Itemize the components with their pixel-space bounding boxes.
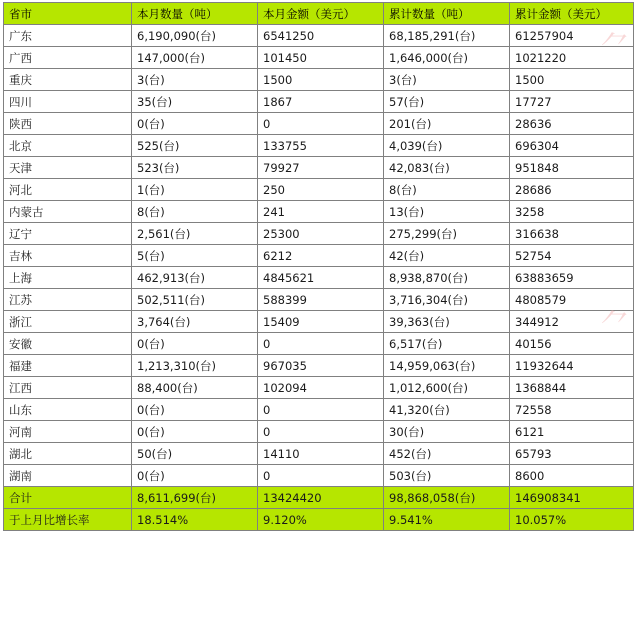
cell-month-amount: 101450: [258, 47, 384, 69]
cell-total-amount: 40156: [510, 333, 634, 355]
cell-month-quantity: 3,764(台): [132, 311, 258, 333]
cell-total-amount: 72558: [510, 399, 634, 421]
cell-month-amount: 6212: [258, 245, 384, 267]
table-row: [4, 91, 634, 113]
cell-total-quantity: 68,185,291(台): [384, 25, 510, 47]
cell-total-amount: 1500: [510, 69, 634, 91]
cell-total-quantity: 3,716,304(台): [384, 289, 510, 311]
cell-month-quantity: 6,190,090(台): [132, 25, 258, 47]
cell-summary-total-quantity: 98,868,058(台): [384, 487, 510, 509]
column-header-month-amount: 本月金额（美元）: [258, 3, 384, 25]
column-header-total-amount: 累计金额（美元）: [510, 3, 634, 25]
cell-summary-month-amount: 13424420: [258, 487, 384, 509]
header-row: [4, 3, 634, 25]
cell-province: 广西: [4, 47, 132, 69]
cell-total-amount: 951848: [510, 157, 634, 179]
cell-total-quantity: 14,959,063(台): [384, 355, 510, 377]
cell-total-quantity: 30(台): [384, 421, 510, 443]
growth-rate-row: [4, 509, 634, 531]
table-row: [4, 201, 634, 223]
cell-total-quantity: 8(台): [384, 179, 510, 201]
table-row: [4, 465, 634, 487]
cell-total-amount: 61257904: [510, 25, 634, 47]
cell-total-quantity: 201(台): [384, 113, 510, 135]
cell-month-quantity: 0(台): [132, 465, 258, 487]
cell-total-amount: 1368844: [510, 377, 634, 399]
cell-month-amount: 133755: [258, 135, 384, 157]
cell-province: 天津: [4, 157, 132, 179]
cell-total-amount: 28636: [510, 113, 634, 135]
cell-month-quantity: 35(台): [132, 91, 258, 113]
cell-month-quantity: 8(台): [132, 201, 258, 223]
cell-month-amount: 14110: [258, 443, 384, 465]
cell-total-quantity: 41,320(台): [384, 399, 510, 421]
cell-total-quantity: 4,039(台): [384, 135, 510, 157]
table-row: [4, 443, 634, 465]
cell-month-amount: 1500: [258, 69, 384, 91]
cell-total-quantity: 503(台): [384, 465, 510, 487]
table-row: [4, 25, 634, 47]
cell-province: 湖北: [4, 443, 132, 465]
cell-total-amount: 8600: [510, 465, 634, 487]
table-row: [4, 399, 634, 421]
cell-province: 浙江: [4, 311, 132, 333]
summary-row: [4, 487, 634, 509]
table-body: [4, 25, 634, 531]
cell-total-quantity: 13(台): [384, 201, 510, 223]
cell-total-quantity: 8,938,870(台): [384, 267, 510, 289]
cell-total-quantity: 275,299(台): [384, 223, 510, 245]
cell-province: 安徽: [4, 333, 132, 355]
cell-month-amount: 967035: [258, 355, 384, 377]
cell-province: 北京: [4, 135, 132, 157]
table-header: [4, 3, 634, 25]
cell-total-quantity: 3(台): [384, 69, 510, 91]
table-row: [4, 179, 634, 201]
column-header-province: 省市: [4, 3, 132, 25]
cell-rate-month-quantity: 18.514%: [132, 509, 258, 531]
cell-province: 上海: [4, 267, 132, 289]
cell-summary-label: 合计: [4, 487, 132, 509]
statistics-table: [3, 2, 634, 531]
cell-total-amount: 344912: [510, 311, 634, 333]
cell-total-amount: 65793: [510, 443, 634, 465]
cell-month-quantity: 5(台): [132, 245, 258, 267]
cell-total-amount: 11932644: [510, 355, 634, 377]
cell-total-quantity: 1,012,600(台): [384, 377, 510, 399]
cell-month-amount: 25300: [258, 223, 384, 245]
watermark-middle: ⺈: [600, 308, 630, 343]
cell-province: 江苏: [4, 289, 132, 311]
cell-province: 内蒙古: [4, 201, 132, 223]
cell-month-quantity: 1(台): [132, 179, 258, 201]
cell-month-quantity: 523(台): [132, 157, 258, 179]
cell-summary-total-amount: 146908341: [510, 487, 634, 509]
cell-month-amount: 0: [258, 399, 384, 421]
cell-total-quantity: 452(台): [384, 443, 510, 465]
cell-month-amount: 250: [258, 179, 384, 201]
table-row: [4, 333, 634, 355]
cell-province: 广东: [4, 25, 132, 47]
table-row: [4, 421, 634, 443]
cell-month-amount: 102094: [258, 377, 384, 399]
table-row: [4, 355, 634, 377]
cell-rate-total-amount: 10.057%: [510, 509, 634, 531]
cell-province: 辽宁: [4, 223, 132, 245]
cell-month-quantity: 3(台): [132, 69, 258, 91]
cell-total-amount: 696304: [510, 135, 634, 157]
cell-month-quantity: 0(台): [132, 333, 258, 355]
cell-total-quantity: 1,646,000(台): [384, 47, 510, 69]
table-row: [4, 311, 634, 333]
cell-month-amount: 6541250: [258, 25, 384, 47]
cell-province: 四川: [4, 91, 132, 113]
cell-province: 重庆: [4, 69, 132, 91]
cell-month-quantity: 1,213,310(台): [132, 355, 258, 377]
cell-province: 山东: [4, 399, 132, 421]
cell-month-quantity: 147,000(台): [132, 47, 258, 69]
cell-total-quantity: 57(台): [384, 91, 510, 113]
cell-month-quantity: 502,511(台): [132, 289, 258, 311]
cell-total-amount: 1021220: [510, 47, 634, 69]
cell-month-quantity: 88,400(台): [132, 377, 258, 399]
cell-total-amount: 4808579: [510, 289, 634, 311]
cell-month-quantity: 50(台): [132, 443, 258, 465]
table-row: [4, 135, 634, 157]
column-header-month-quantity: 本月数量（吨）: [132, 3, 258, 25]
table-row: [4, 47, 634, 69]
cell-month-quantity: 462,913(台): [132, 267, 258, 289]
cell-total-amount: 28686: [510, 179, 634, 201]
cell-month-amount: 4845621: [258, 267, 384, 289]
table-row: [4, 113, 634, 135]
cell-province: 吉林: [4, 245, 132, 267]
cell-month-amount: 0: [258, 333, 384, 355]
cell-province: 陕西: [4, 113, 132, 135]
cell-month-amount: 15409: [258, 311, 384, 333]
cell-total-quantity: 42(台): [384, 245, 510, 267]
cell-month-amount: 0: [258, 465, 384, 487]
cell-month-quantity: 2,561(台): [132, 223, 258, 245]
cell-month-quantity: 0(台): [132, 113, 258, 135]
table-row: [4, 223, 634, 245]
cell-total-amount: 3258: [510, 201, 634, 223]
cell-total-amount: 63883659: [510, 267, 634, 289]
table-row: [4, 69, 634, 91]
table-row: [4, 289, 634, 311]
cell-province: 福建: [4, 355, 132, 377]
cell-province: 河北: [4, 179, 132, 201]
cell-month-amount: 0: [258, 421, 384, 443]
cell-month-amount: 0: [258, 113, 384, 135]
cell-total-amount: 52754: [510, 245, 634, 267]
cell-month-quantity: 0(台): [132, 399, 258, 421]
table-row: [4, 377, 634, 399]
column-header-total-quantity: 累计数量（吨）: [384, 3, 510, 25]
table-row: [4, 157, 634, 179]
cell-month-amount: 79927: [258, 157, 384, 179]
cell-rate-total-quantity: 9.541%: [384, 509, 510, 531]
table-row: [4, 245, 634, 267]
cell-rate-label: 于上月比增长率: [4, 509, 132, 531]
table-row: [4, 267, 634, 289]
watermark-top: ⺈: [600, 30, 630, 65]
cell-total-quantity: 42,083(台): [384, 157, 510, 179]
cell-total-amount: 316638: [510, 223, 634, 245]
cell-total-quantity: 6,517(台): [384, 333, 510, 355]
cell-province: 河南: [4, 421, 132, 443]
cell-rate-month-amount: 9.120%: [258, 509, 384, 531]
cell-month-amount: 1867: [258, 91, 384, 113]
cell-month-quantity: 0(台): [132, 421, 258, 443]
cell-province: 湖南: [4, 465, 132, 487]
cell-month-quantity: 525(台): [132, 135, 258, 157]
cell-summary-month-quantity: 8,611,699(台): [132, 487, 258, 509]
cell-total-amount: 17727: [510, 91, 634, 113]
cell-province: 江西: [4, 377, 132, 399]
cell-month-amount: 241: [258, 201, 384, 223]
cell-month-amount: 588399: [258, 289, 384, 311]
cell-total-quantity: 39,363(台): [384, 311, 510, 333]
cell-total-amount: 6121: [510, 421, 634, 443]
